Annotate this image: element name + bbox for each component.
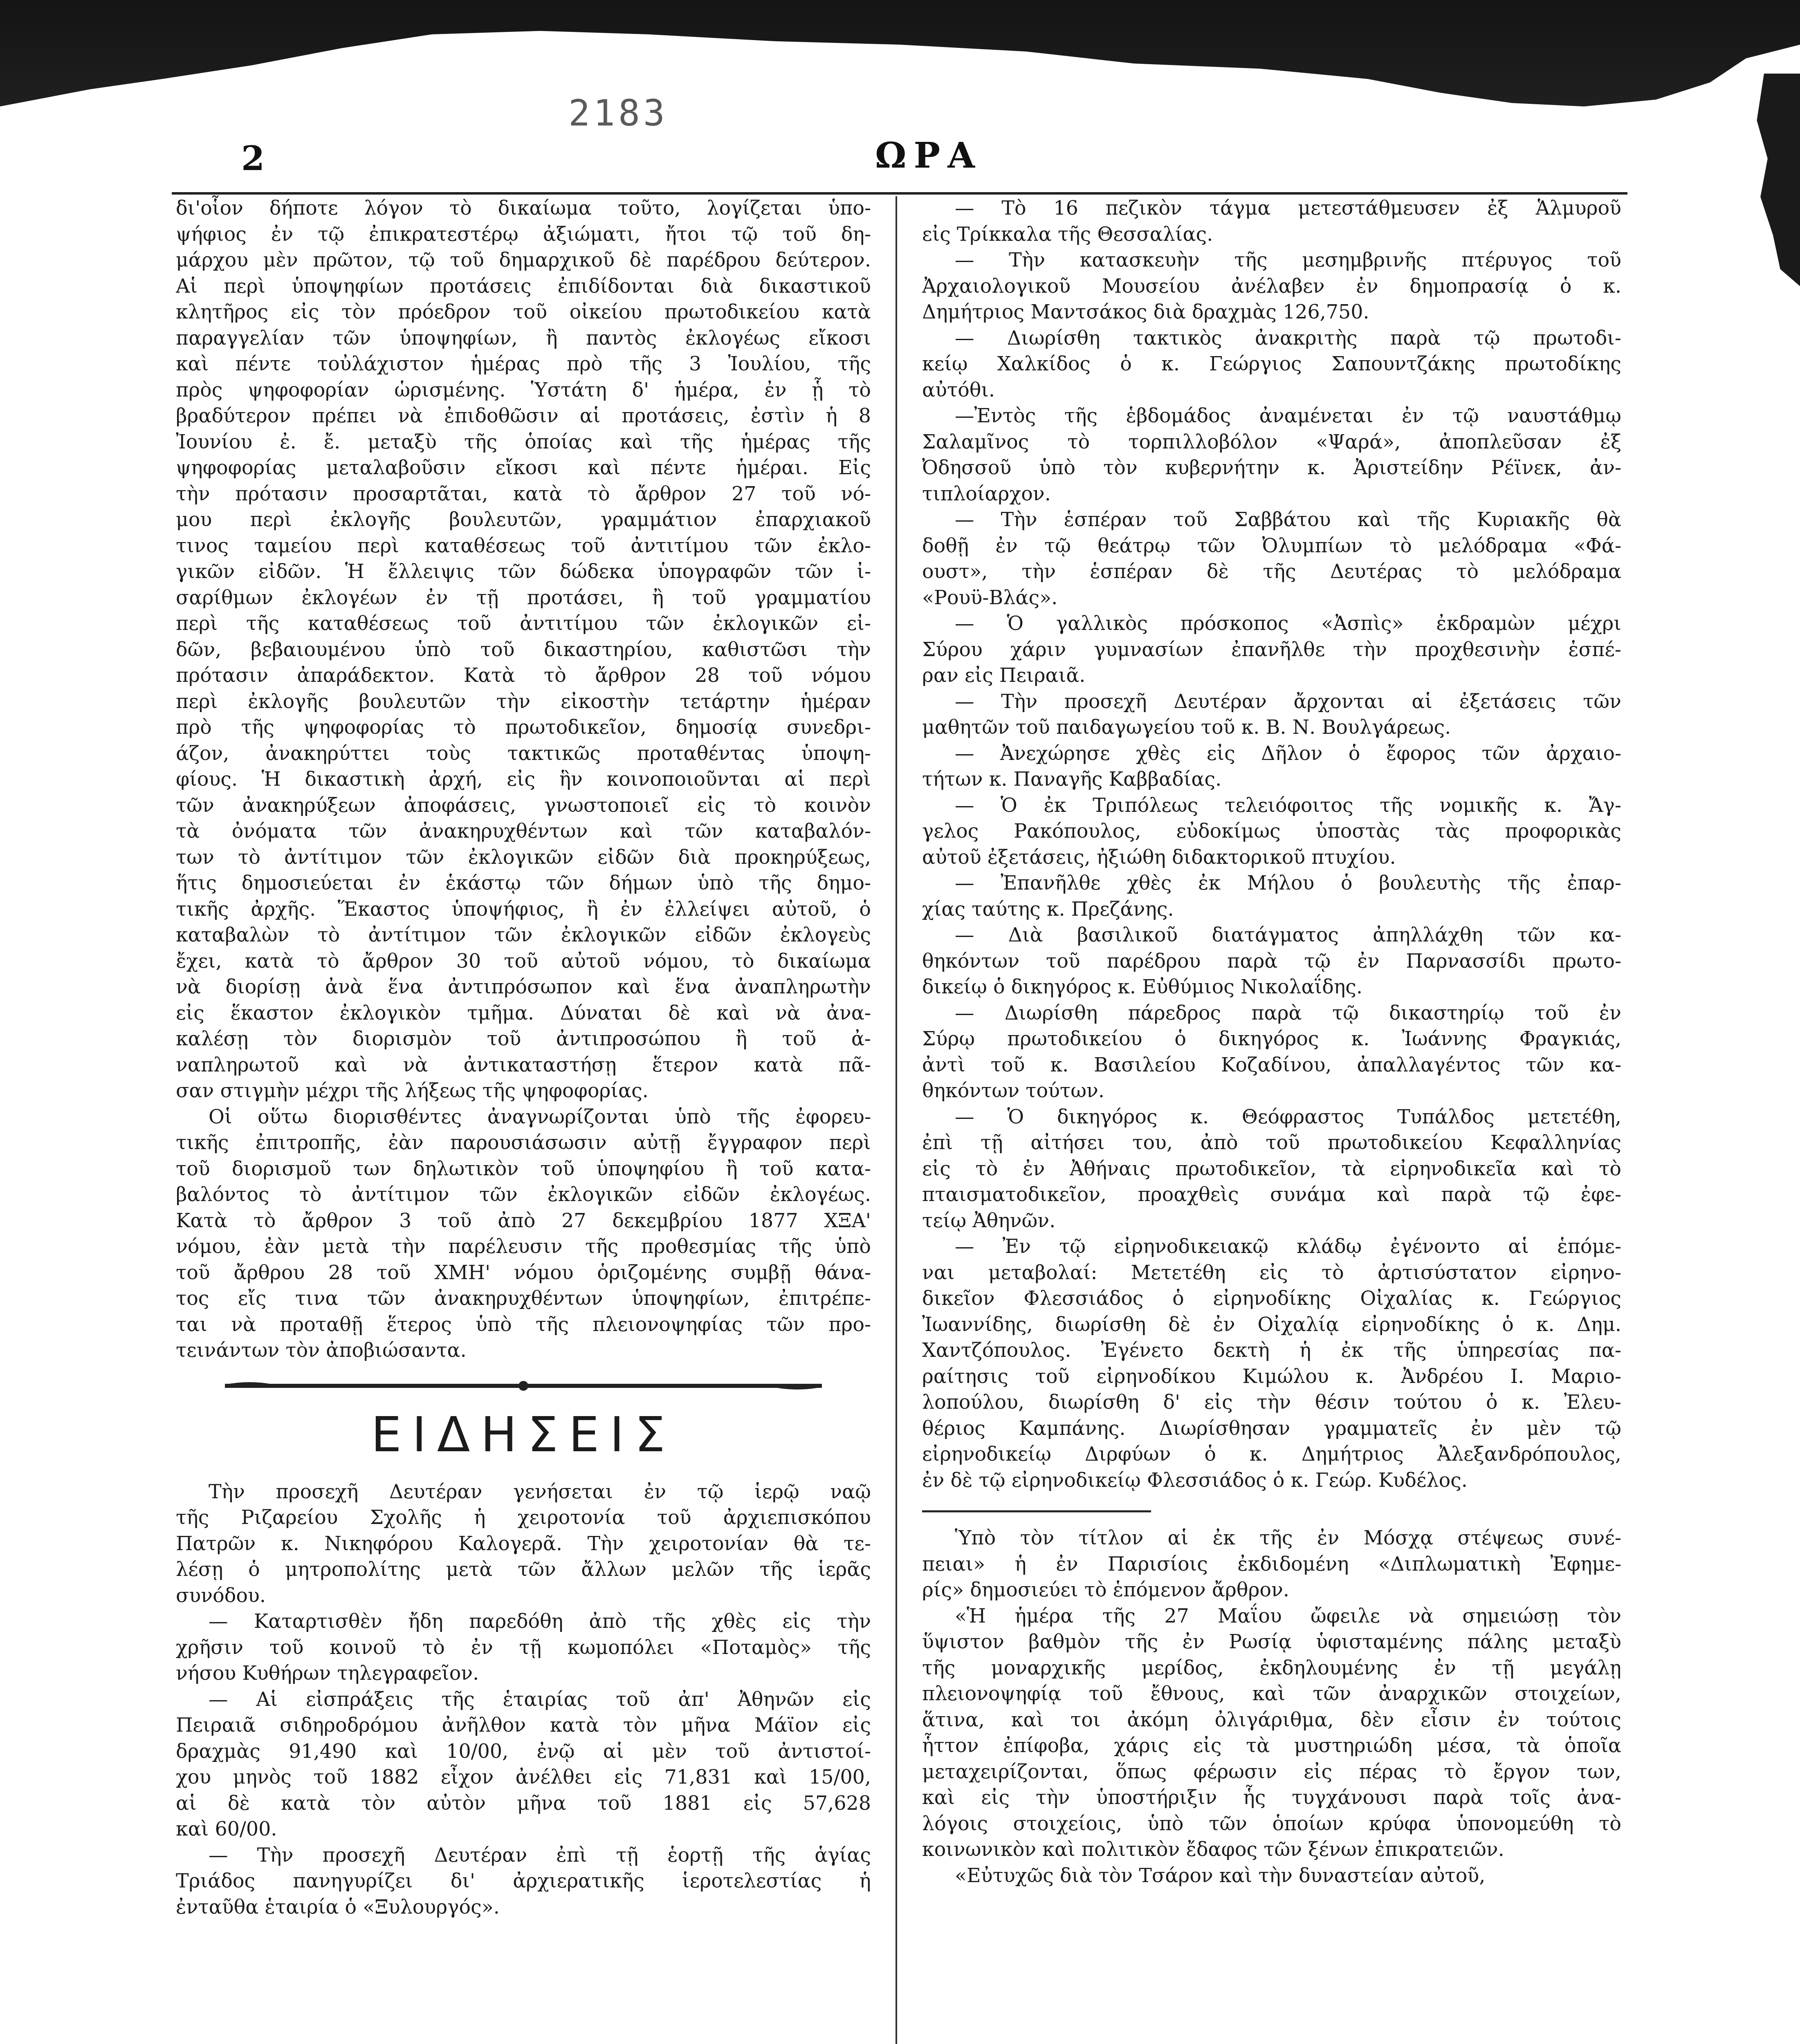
column-divider: [896, 196, 897, 2044]
text-line: — Τὴν προσεχῆ Δευτέραν ἐπὶ τῇ ἑορτῇ τῆς ἁγίας: [209, 1844, 871, 1867]
text-line: κοινωνικὸν καὶ πολιτικὸν ἔδαφος τῶν ξένων ἐπικρατειῶν.: [922, 1838, 1504, 1861]
text-line: Ἰουνίου ἐ. ἔ. μεταξὺ τῆς ὁποίας καὶ τῆς ἡμέρας τῆς: [176, 430, 871, 453]
text-line: δικεῖον Φλεσσιάδος ὁ εἰρηνοδίκης Οἰχαλίας κ. Γεώργιος: [922, 1287, 1621, 1310]
text-line: νήσου Κυθήρων τηλεγραφεῖον.: [176, 1662, 479, 1685]
text-line: δραχμὰς 91,490 καὶ 10/00, ἐνῷ αἱ μὲν τοῦ ἀντιστοί-: [176, 1740, 871, 1763]
news-item: [176, 1842, 871, 1921]
text-line: κλητῆρος εἰς τὸν πρόεδρον τοῦ οἰκείου πρωτοδικείου κατὰ: [176, 301, 871, 323]
news-item: [922, 507, 1621, 611]
text-line: τήτων κ. Παναγῆς Καββαδίας.: [922, 768, 1222, 791]
text-line: «Εὐτυχῶς διὰ τὸν Τσάρον καὶ τὴν δυναστείαν αὐτοῦ,: [955, 1864, 1486, 1887]
text-line: — Διὰ βασιλικοῦ διατάγματος ἀπηλλάχθη τῶν κα-: [955, 924, 1621, 946]
newspaper-title: ΩΡΑ: [875, 135, 982, 176]
article-paragraph: [922, 1863, 1621, 1889]
news-item: [922, 1234, 1621, 1493]
text-line: των τὸ ἀντίτιμον τῶν ἐκλογικῶν εἰδῶν διὰ προκηρύξεως,: [176, 846, 871, 869]
text-line: — Ἐπανῆλθε χθὲς ἐκ Μήλου ὁ βουλευτὴς τῆς ἐπαρ-: [955, 872, 1621, 894]
news-section-heading: ΕΙΔΗΣΕΙΣ: [371, 1406, 676, 1463]
text-line: τὰ ὀνόματα τῶν ἀνακηρυχθέντων καὶ τῶν καταβαλόν-: [176, 820, 871, 843]
text-line: πειαι» ἡ ἐν Παρισίοις ἐκδιδομένη «Διπλωματικὴ Ἐφημε-: [922, 1553, 1621, 1576]
news-item: [922, 741, 1621, 793]
right-column: [922, 195, 1621, 2044]
news-item: [176, 1479, 871, 1609]
text-line: πταισματοδικεῖον, προαχθεὶς συνάμα καὶ παρὰ τῷ ἐφε-: [922, 1183, 1621, 1206]
text-line: — Ἐν τῷ εἰρηνοδικειακῷ κλάδῳ ἐγένοντο αἱ ἑπόμε-: [955, 1235, 1621, 1258]
text-line: μου περὶ ἐκλογῆς βουλευτῶν, γραμμάτιον ἐπαρχιακοῦ: [176, 509, 871, 531]
text-line: γικῶν εἰδῶν. Ἡ ἔλλειψις τῶν δώδεκα ὑπογραφῶν τῶν ἰ-: [176, 560, 871, 583]
text-line: θέριος Καμπάνης. Διωρίσθησαν γραμματεῖς ἐν μὲν τῷ: [922, 1417, 1621, 1440]
text-line: — Ὁ ἐκ Τριπόλεως τελειόφοιτος τῆς νομικῆς κ. Ἄγ-: [955, 794, 1621, 817]
header-rule: [172, 192, 1627, 195]
text-line: δῶν, βεβαιουμένου ὑπὸ τοῦ δικαστηρίου, καθιστῶσι τὴν: [176, 638, 871, 661]
news-item: [922, 1000, 1621, 1104]
news-item: [922, 325, 1621, 403]
text-line: εἰρηνοδικείῳ Διρφύων ὁ κ. Δημήτριος Ἀλεξανδρόπουλος,: [922, 1443, 1621, 1466]
text-line: Ἰωαννίδης, διωρίσθη δὲ ἐν Οἰχαλίᾳ εἰρηνοδίκης ὁ κ. Δημ.: [922, 1313, 1621, 1336]
left-column: [176, 195, 871, 2044]
text-line: ἧττον ἐπίφοβα, χάρις εἰς τὰ μυστηριώδη μέσα, τὰ ὁποῖα: [922, 1735, 1621, 1757]
text-line: — Αἱ εἰσπράξεις τῆς ἑταιρίας τοῦ ἀπ' Ἀθηνῶν εἰς: [209, 1688, 871, 1711]
text-line: Ὑπὸ τὸν τίτλον αἱ ἐκ τῆς ἐν Μόσχᾳ στέψεως συνέ-: [955, 1527, 1621, 1549]
text-line: — Τὴν ἑσπέραν τοῦ Σαββάτου καὶ τῆς Κυριακῆς θὰ: [955, 509, 1621, 531]
text-line: ψήφιος ἐν τῷ ἐπικρατεστέρῳ ἀξιώματι, ἤτοι τῷ τοῦ δη-: [176, 223, 871, 246]
text-line: τικῆς ἐπιτροπῆς, ἐὰν παρουσιάσωσιν αὐτῇ ἔγγραφον περὶ: [176, 1132, 871, 1154]
text-line: βαλόντος τὸ ἀντίτιμον τῶν ἐκλογικῶν εἰδῶν ἐκλογέως.: [176, 1183, 871, 1206]
text-line: — Καταρτισθὲν ἤδη παρεδόθη ἀπὸ τῆς χθὲς εἰς τὴν: [209, 1610, 871, 1633]
text-line: Οἱ οὕτω διορισθέντες ἀναγνωρίζονται ὑπὸ τῆς ἐφορευ-: [209, 1105, 871, 1128]
text-line: χίας ταύτης κ. Πρεζάνης.: [922, 898, 1174, 921]
text-line: «Ἡ ἡμέρα τῆς 27 Μαΐου ὤφειλε νὰ σημειώσῃ τὸν: [955, 1605, 1621, 1627]
text-line: Τριάδος πανηγυρίζει δι' ἀρχιερατικῆς ἱεροτελεστίας ἡ: [176, 1870, 871, 1892]
text-line: σαν στιγμὴν μέχρι τῆς λήξεως τῆς ψηφοφορίας.: [176, 1080, 649, 1102]
text-line: μάρχου μὲν πρῶτον, τῷ τοῦ δημαρχικοῦ δὲ παρέδρου δεύτερον.: [176, 249, 871, 271]
section-divider: [922, 1507, 1151, 1515]
article-continuation: [176, 195, 871, 1104]
text-line: δικείῳ ὁ δικηγόρος κ. Εὐθύμιος Νικολαΐδης.: [922, 976, 1362, 998]
text-line: περὶ ἐκλογῆς βουλευτῶν τὴν εἰκοστὴν τετάρτην ἡμέραν: [176, 690, 871, 713]
text-line: — Διωρίσθη πάρεδρος παρὰ τῷ δικαστηρίῳ τοῦ ἐν: [955, 1002, 1621, 1024]
article-paragraph: [922, 1603, 1621, 1863]
news-item: [922, 611, 1621, 689]
text-line: χρῆσιν τοῦ κοινοῦ τὸ ἐν τῇ κωμοπόλει «Ποταμὸς» τῆς: [176, 1636, 871, 1659]
text-line: ψηφοφορίας μεταλαβοῦσιν εἴκοσι καὶ πέντε ἡμέραι. Εἰς: [176, 457, 871, 479]
text-line: ρίς» δημοσιεύει τὸ ἑπόμενον ἄρθρον.: [922, 1579, 1290, 1601]
text-line: — Ὁ γαλλικὸς πρόσκοπος «Ἀσπὶς» ἐκδραμὼν μέχρι: [955, 612, 1621, 635]
text-line: χου μηνὸς τοῦ 1882 εἶχον ἀνέλθει εἰς 71,831 καὶ 15/00,: [176, 1766, 871, 1788]
text-line: δι'οἷον δήποτε λόγον τὸ δικαίωμα τοῦτο, λογίζεται ὑπο-: [176, 197, 871, 220]
news-item: [176, 1687, 871, 1842]
text-line: Κατὰ τὸ ἄρθρον 3 τοῦ ἀπὸ 27 δεκεμβρίου 1877 ΧΞΑ': [176, 1209, 871, 1232]
text-line: τοῦ διορισμοῦ των δηλωτικὸν τοῦ ὑποψηφίου ἢ τοῦ κατα-: [176, 1157, 871, 1180]
text-line: ναπληρωτοῦ καὶ νὰ ἀντικαταστήσῃ ἕτερον κατὰ πᾶ-: [176, 1053, 871, 1076]
news-item: [922, 689, 1621, 741]
text-line: ται νὰ προταθῇ ἕτερος ὑπὸ τῆς πλειονοψηφίας τῶν προ-: [176, 1313, 871, 1336]
news-item: [922, 403, 1621, 507]
left-news-list: [176, 1479, 871, 1921]
text-line: θηκόντων τοῦ παρέδρου παρὰ τῷ ἐν Παρνασσίδι πρωτο-: [922, 950, 1621, 973]
text-line: μεταχειρίζονται, ὅπως φέρωσιν εἰς πέρας τὸ ἔργον των,: [922, 1760, 1621, 1783]
text-line: τὴν πρότασιν προσαρτᾶται, κατὰ τὸ ἄρθρον 27 τοῦ νό-: [176, 482, 871, 505]
article-paragraph: [922, 1525, 1621, 1603]
text-line: νόμου, ἐὰν μετὰ τὴν παρέλευσιν τῆς προθεσμίας τῆς ὑπὸ: [176, 1235, 871, 1258]
text-line: γελος Ρακόπουλος, εὐδοκίμως ὑποστὰς τὰς προφορικὰς: [922, 820, 1621, 843]
news-item: [922, 793, 1621, 871]
text-line: μαθητῶν τοῦ παιδαγωγείου τοῦ κ. Β. Ν. Βουλγάρεως.: [922, 716, 1451, 739]
text-line: ραν εἰς Πειραιᾶ.: [922, 664, 1086, 687]
text-line: εἰς ἕκαστον ἐκλογικὸν τμῆμα. Δύναται δὲ καὶ νὰ ἀνα-: [176, 1002, 871, 1024]
text-line: καὶ πέντε τοὐλάχιστον ἡμέρας πρὸ τῆς 3 Ἰουλίου, τῆς: [176, 353, 871, 375]
news-item: [922, 922, 1621, 1000]
text-line: ραίτησις τοῦ εἰρηνοδίκου Κιμώλου κ. Ἀνδρέου Ι. Μαριο-: [922, 1365, 1621, 1388]
text-line: Ὀδησσοῦ ὑπὸ τὸν κυβερνήτην κ. Ἀριστείδην Ρέϊνεκ, ἀν-: [922, 457, 1621, 479]
text-line: πρὸς ψηφοφορίαν ὡρισμένης. Ὑστάτη δ' ἡμέρα, ἐν ᾗ τὸ: [176, 379, 871, 401]
news-item: [176, 1609, 871, 1687]
text-line: ναι μεταβολαί: Μετετέθη εἰς τὸ ἀρτισύστατον εἰρηνο-: [922, 1261, 1621, 1284]
text-line: — Τὴν κατασκευὴν τῆς μεσημβρινῆς πτέρυγος τοῦ: [955, 249, 1621, 271]
text-line: ουστ», τὴν ἑσπέραν δὲ τῆς Δευτέρας τὸ μελόδραμα: [922, 560, 1621, 583]
text-line: Πειραιᾶ σιδηροδρόμου ἀνῆλθον κατὰ τὸν μῆνα Μάϊον εἰς: [176, 1714, 871, 1737]
text-line: ἐν δὲ τῷ εἰρηνοδικείῳ Φλεσσιάδος ὁ κ. Γεώρ. Κυδέλος.: [922, 1469, 1468, 1492]
text-line: τινος ταμείου περὶ καταθέσεως τοῦ ἀντιτίμου τῶν ἐκλο-: [176, 534, 871, 557]
text-line: σαρίθμων ἐκλογέων ἐν τῇ προτάσει, ἢ τοῦ γραμματίου: [176, 586, 871, 609]
text-line: τεινάντων τὸν ἀποβιώσαντα.: [176, 1339, 467, 1362]
text-line: Αἱ περὶ ὑποψηφίων προτάσεις ἐπιδίδονται διὰ δικαστικοῦ: [176, 275, 871, 298]
text-line: πλειονοψηφίᾳ τοῦ ἔθνους, καὶ τῶν ἀναρχικῶν στοιχείων,: [922, 1683, 1621, 1705]
page-number: 2: [241, 139, 265, 178]
text-line: τος εἴς τινα τῶν ἀνακηρυχθέντων ὑποψηφίων, ἐπιτρέπε-: [176, 1287, 871, 1310]
text-line: Χαντζόπουλος. Ἐγένετο δεκτὴ ἡ ἐκ τῆς ὑπηρεσίας πα-: [922, 1339, 1621, 1362]
text-line: Δημήτριος Μαντσάκος διὰ δραχμὰς 126,750.: [922, 301, 1369, 323]
page-header: [0, 0, 1800, 188]
text-line: τοῦ ἄρθρου 28 τοῦ ΧΜΗ' νόμου ὁριζομένης συμβῇ θάνα-: [176, 1261, 871, 1284]
text-line: ἐνταῦθα ἑταιρία ὁ «Ξυλουργός».: [176, 1896, 500, 1918]
text-line: τῆς Ριζαρείου Σχολῆς ἡ χειροτονία τοῦ ἀρχιεπισκόπου: [176, 1506, 871, 1529]
text-line: βραδύτερον πρέπει νὰ ἐπιδοθῶσιν αἱ προτάσεις, ἐστὶν ἡ 8: [176, 405, 871, 427]
text-line: ἔχει, κατὰ τὸ ἄρθρον 30 τοῦ αὐτοῦ νόμου, τὸ δικαίωμα: [176, 950, 871, 973]
text-line: — Τὸ 16 πεζικὸν τάγμα μετεστάθμευσεν ἐξ Ἁλμυροῦ: [955, 197, 1621, 220]
text-line: εἰς Τρίκκαλα τῆς Θεσσαλίας.: [922, 223, 1213, 246]
text-line: ἥτις δημοσιεύεται ἐν ἑκάστῳ τῶν δήμων ὑπὸ τῆς δημο-: [176, 872, 871, 894]
text-line: καὶ εἰς τὴν ὑποστήριξιν ἧς τυγχάνουσι παρὰ τοῖς ἀνα-: [922, 1786, 1621, 1809]
text-line: καταβαλὼν τὸ ἀντίτιμον τῶν ἐκλογικῶν εἰδῶν ἐκλογεὺς: [176, 924, 871, 946]
text-line: καλέσῃ τὸν διορισμὸν τοῦ ἀντιπροσώπου ἢ τοῦ ἀ-: [176, 1028, 871, 1050]
article-paragraph-2: [176, 1104, 871, 1364]
text-line: καὶ 60/00.: [176, 1818, 277, 1840]
text-line: Ἀρχαιολογικοῦ Μουσείου ἀνέλαβεν ἐν δημοπρασίᾳ ὁ κ.: [922, 275, 1621, 298]
text-line: ἅτινα, καὶ τοι ἀκόμη ὀλιγάριθμα, δὲν εἶσιν ἐν τούτοις: [922, 1708, 1621, 1731]
text-line: δοθῇ ἐν τῷ θεάτρῳ τῶν Ὀλυμπίων τὸ μελόδραμα «Φά-: [922, 534, 1621, 557]
text-line: τῶν ἀνακηρύξεων ἀποφάσεις, γνωστοποιεῖ εἰς τὸ κοινὸν: [176, 794, 871, 817]
text-line: — Τὴν προσεχῆ Δευτέραν ἄρχονται αἱ ἐξετάσεις τῶν: [955, 690, 1621, 713]
text-line: θηκόντων τούτων.: [922, 1080, 1104, 1102]
news-item: [922, 247, 1621, 325]
closing-article: [922, 1525, 1621, 1889]
text-line: τικῆς ἀρχῆς. Ἕκαστος ὑποψήφιος, ἢ ἐν ἐλλείψει αὐτοῦ, ὁ: [176, 898, 871, 921]
text-line: κείῳ Χαλκίδος ὁ κ. Γεώργιος Σαπουντζάκης πρωτοδίκης: [922, 353, 1621, 375]
text-line: λοπούλου, διωρίσθη δ' εἰς τὴν θέσιν τούτου ὁ κ. Ἐλευ-: [922, 1391, 1621, 1414]
text-line: «Ρουϋ-Βλάς».: [922, 586, 1058, 609]
text-line: τιπλοίαρχον.: [922, 482, 1051, 505]
text-line: τείῳ Ἀθηνῶν.: [922, 1209, 1056, 1232]
text-line: αὐτοῦ ἐξετάσεις, ἠξιώθη διδακτορικοῦ πτυχίου.: [922, 846, 1396, 869]
text-line: Σαλαμῖνος τὸ τορπιλλοβόλον «Ψαρά», ἀποπλεῦσαν ἐξ: [922, 430, 1621, 453]
text-line: Πατρῶν κ. Νικηφόρου Καλογερᾶ. Τὴν χειροτονίαν θὰ τε-: [176, 1532, 871, 1555]
text-line: συνόδου.: [176, 1584, 266, 1607]
text-line: τῆς μοναρχικῆς μερίδος, ἐκδηλουμένης ἐν τῇ μεγάλῃ: [922, 1656, 1621, 1679]
ornamental-divider: [225, 1378, 822, 1394]
text-line: εἰς τὸ ἐν Ἀθήναις πρωτοδικεῖον, τὰ εἰρηνοδικεῖα καὶ τὸ: [922, 1157, 1621, 1180]
text-line: Σύρῳ πρωτοδικείου ὁ δικηγόρος κ. Ἰωάννης Φραγκιάς,: [922, 1028, 1621, 1050]
text-line: πρὸ τῆς ψηφοφορίας τὸ πρωτοδικεῖον, δημοσίᾳ συνεδρι-: [176, 716, 871, 739]
text-line: — Διωρίσθη τακτικὸς ἀνακριτὴς παρὰ τῷ πρωτοδι-: [955, 327, 1621, 350]
text-line: ἐπὶ τῇ αἰτήσει του, ἀπὸ τοῦ πρωτοδικείου Κεφαλληνίας: [922, 1132, 1621, 1154]
text-line: νὰ διορίσῃ ἀνὰ ἕνα ἀντιπρόσωπον καὶ ἕνα ἀναπληρωτὴν: [176, 976, 871, 998]
right-news-list: [922, 195, 1621, 1493]
text-line: ὕψιστον βαθμὸν τῆς ἐν Ρωσίᾳ ὑφισταμένης πάλης μεταξὺ: [922, 1631, 1621, 1653]
text-line: Σύρου χάριν γυμνασίων ἐπανῆλθε τὴν προχθεσινὴν ἑσπέ-: [922, 638, 1621, 661]
text-line: Τὴν προσεχῆ Δευτέραν γενήσεται ἐν τῷ ἱερῷ ναῷ: [209, 1480, 871, 1503]
text-line: — Ἀνεχώρησε χθὲς εἰς Δῆλον ὁ ἔφορος τῶν ἀρχαιο-: [955, 742, 1621, 765]
text-line: πρότασιν ἀπαράδεκτον. Κατὰ τὸ ἄρθρον 28 τοῦ νόμου: [176, 664, 871, 687]
text-line: λόγοις στοιχείοις, ὑπὸ τῶν ὁποίων κρύφα ὑπονομεύθη τὸ: [922, 1812, 1621, 1835]
text-line: άζον, ἀνακηρύττει τοὺς τακτικῶς προταθέντας ὑποψη-: [176, 742, 871, 765]
news-item: [922, 195, 1621, 247]
news-item: [922, 870, 1621, 922]
issue-number: 2183: [568, 92, 668, 134]
text-line: παραγγελίαν τῶν ὑποψηφίων, ἢ παντὸς ἐκλογέως εἴκοσι: [176, 327, 871, 350]
text-line: — Ὁ δικηγόρος κ. Θεόφραστος Τυπάλδος μετετέθη,: [955, 1105, 1621, 1128]
news-item: [922, 1104, 1621, 1234]
text-line: ἀντὶ τοῦ κ. Βασιλείου Κοζαδίνου, ἀπαλλαγέντος τῶν κα-: [922, 1053, 1621, 1076]
text-line: αὐτόθι.: [922, 379, 995, 401]
text-line: λέσῃ ὁ μητροπολίτης μετὰ τῶν ἄλλων μελῶν τῆς ἱερᾶς: [176, 1558, 871, 1581]
text-line: —Ἐντὸς τῆς ἑβδομάδος ἀναμένεται ἐν τῷ ναυστάθμῳ: [955, 405, 1621, 427]
text-line: φίους. Ἡ δικαστικὴ ἀρχή, εἰς ἣν κοινοποιοῦνται αἱ περὶ: [176, 768, 871, 791]
text-line: περὶ τῆς καταθέσεως τοῦ ἀντιτίμου τῶν ἐκλογικῶν εἰ-: [176, 612, 871, 635]
text-line: αἱ δὲ κατὰ τὸν αὐτὸν μῆνα τοῦ 1881 εἰς 57,628: [176, 1792, 871, 1815]
